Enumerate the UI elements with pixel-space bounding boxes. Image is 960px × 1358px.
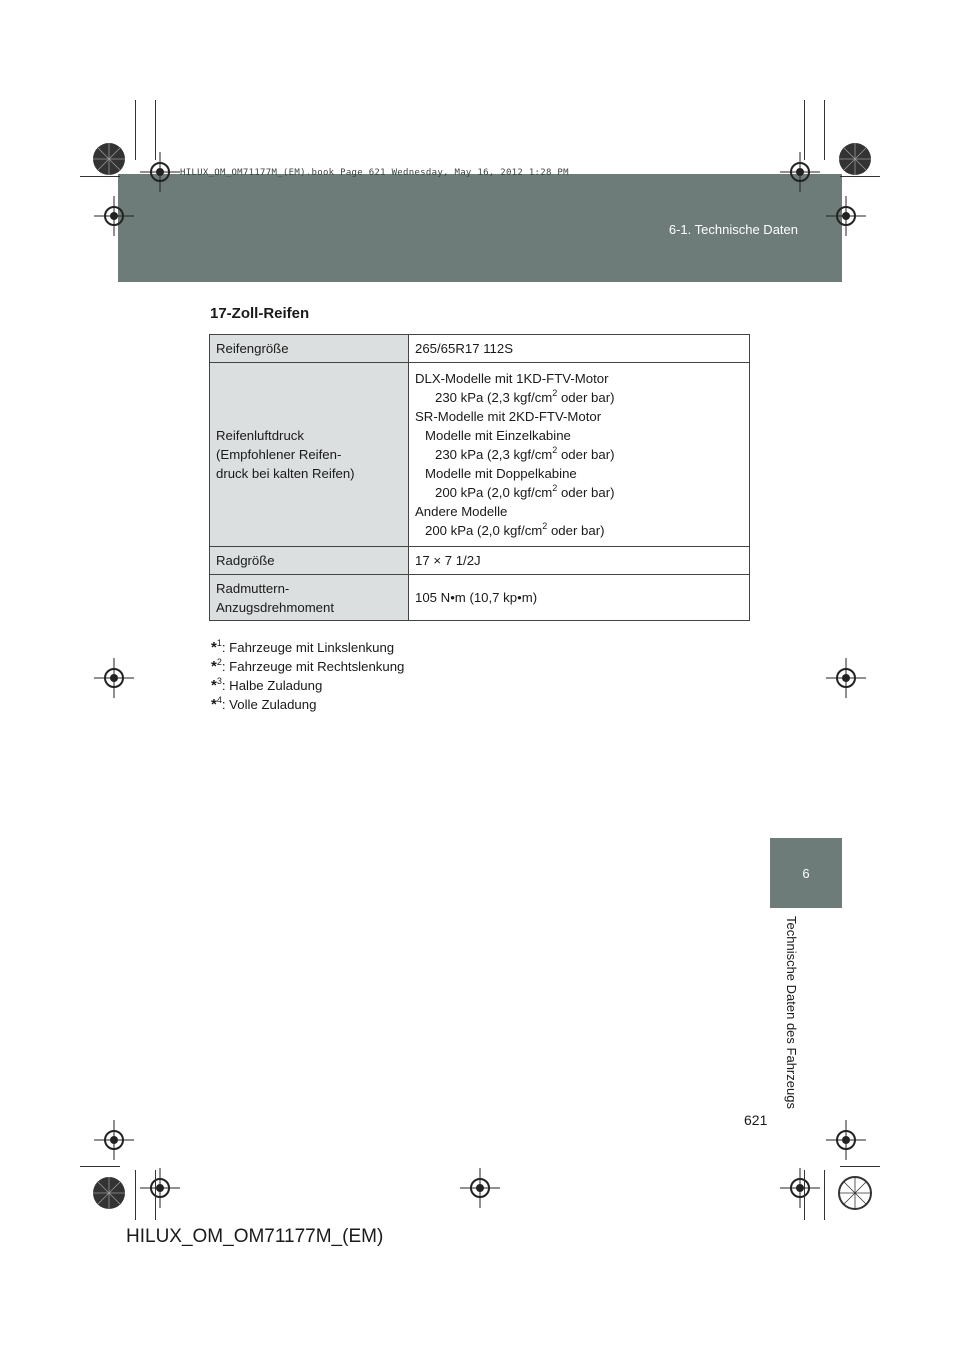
footnote-text: : Halbe Zuladung bbox=[221, 678, 323, 693]
double-cab: Modelle mit Doppelkabine bbox=[425, 466, 577, 481]
registration-mark-icon bbox=[94, 196, 134, 236]
crop-line bbox=[804, 100, 805, 160]
footnote-star: * bbox=[211, 639, 217, 656]
other-models: Andere Modelle bbox=[415, 504, 508, 519]
registration-mark-icon bbox=[140, 1168, 180, 1208]
tire-spec-table bbox=[209, 334, 750, 621]
dlx-pressure bbox=[415, 388, 743, 407]
table-row bbox=[210, 547, 750, 575]
chapter-tab: 6 bbox=[770, 838, 842, 908]
torque-value: 105 N•m (10,7 kp•m) bbox=[409, 575, 750, 621]
other-pressure bbox=[415, 521, 743, 540]
tire-size-value: 265/65R17 112S bbox=[409, 335, 750, 363]
registration-mark-icon bbox=[826, 196, 866, 236]
footnote-star: * bbox=[211, 696, 217, 713]
tire-pressure-value bbox=[409, 363, 750, 547]
tire-pressure-label bbox=[210, 363, 409, 547]
double-cab-pressure bbox=[415, 483, 743, 502]
registration-mark-icon bbox=[140, 152, 180, 192]
wheel-size-label: Radgröße bbox=[210, 547, 409, 575]
footnote-text: : Fahrzeuge mit Rechtslenkung bbox=[221, 659, 405, 674]
superscript: 2 bbox=[552, 482, 558, 493]
superscript: 2 bbox=[552, 444, 558, 455]
footnote-number: 3 bbox=[216, 675, 222, 686]
footnote-number: 1 bbox=[216, 637, 222, 648]
dlx-models: DLX-Modelle mit 1KD-FTV-Motor bbox=[415, 371, 609, 386]
footnote-number: 4 bbox=[216, 694, 222, 705]
crop-line bbox=[155, 1170, 156, 1220]
registration-mark-icon bbox=[826, 1120, 866, 1160]
crop-line bbox=[804, 1170, 805, 1220]
corner-target-icon bbox=[838, 1176, 872, 1210]
tire-pressure-label-line: (Empfohlener Reifen- bbox=[216, 447, 342, 462]
table-row bbox=[210, 575, 750, 621]
crop-line bbox=[840, 1166, 880, 1167]
header-band bbox=[118, 174, 842, 282]
table-row bbox=[210, 363, 750, 547]
registration-mark-icon bbox=[94, 1120, 134, 1160]
document-id: HILUX_OM_OM71177M_(EM) bbox=[126, 1226, 384, 1247]
corner-target-icon bbox=[92, 1176, 126, 1210]
registration-mark-icon bbox=[826, 658, 866, 698]
footnote bbox=[211, 657, 404, 676]
registration-mark-icon bbox=[780, 1168, 820, 1208]
footnote bbox=[211, 676, 404, 695]
pressure-value: 200 kPa (2,0 kgf/cm bbox=[435, 485, 553, 500]
superscript: 2 bbox=[542, 520, 548, 531]
sr-models: SR-Modelle mit 2KD-FTV-Motor bbox=[415, 409, 602, 424]
single-cab-pressure bbox=[415, 445, 743, 464]
crop-line bbox=[80, 176, 120, 177]
crop-line bbox=[824, 100, 825, 160]
footnotes bbox=[211, 638, 404, 714]
chapter-label bbox=[784, 916, 802, 1136]
section-breadcrumb: 6-1. Technische Daten bbox=[668, 222, 798, 237]
torque-label-line: Anzugsdrehmoment bbox=[216, 599, 335, 615]
print-stamp: HILUX_OM_OM71177M_(EM).book Page 621 Wednesday, May 16, 2012 1:28 PM bbox=[180, 168, 569, 178]
superscript: 2 bbox=[552, 387, 558, 398]
crop-line bbox=[155, 100, 156, 160]
footnote-number: 2 bbox=[216, 656, 222, 667]
pressure-value: 230 kPa (2,3 kgf/cm bbox=[435, 447, 553, 462]
crop-line bbox=[135, 1170, 136, 1220]
pressure-unit: oder bar) bbox=[557, 485, 615, 500]
crop-line bbox=[80, 1166, 120, 1167]
pressure-unit: oder bar) bbox=[557, 390, 615, 405]
corner-target-icon bbox=[92, 142, 126, 176]
tire-pressure-label-line: druck bei kalten Reifen) bbox=[216, 466, 355, 481]
crop-line bbox=[135, 100, 136, 160]
torque-label-line: Radmuttern- bbox=[216, 580, 290, 596]
single-cab: Modelle mit Einzelkabine bbox=[425, 428, 571, 443]
registration-mark-icon bbox=[780, 152, 820, 192]
registration-mark-icon bbox=[460, 1168, 500, 1208]
table-row bbox=[210, 335, 750, 363]
corner-target-icon bbox=[838, 142, 872, 176]
footnote-star: * bbox=[211, 677, 217, 694]
pressure-unit: oder bar) bbox=[547, 523, 605, 538]
pressure-value: 230 kPa (2,3 kgf/cm bbox=[435, 390, 553, 405]
pressure-unit: oder bar) bbox=[557, 447, 615, 462]
torque-label bbox=[210, 575, 409, 621]
page-number: 621 bbox=[744, 1112, 768, 1128]
crop-line bbox=[840, 176, 880, 177]
registration-mark-icon bbox=[94, 658, 134, 698]
footnote bbox=[211, 695, 404, 714]
wheel-size-value: 17 × 7 1/2J bbox=[409, 547, 750, 575]
crop-line bbox=[824, 1170, 825, 1220]
chapter-label-text: Technische Daten des Fahrzeugs bbox=[784, 916, 799, 1109]
footnote-text: : Fahrzeuge mit Linkslenkung bbox=[221, 640, 395, 655]
pressure-value: 200 kPa (2,0 kgf/cm bbox=[425, 523, 543, 538]
footnote bbox=[211, 638, 404, 657]
footnote-text: : Volle Zuladung bbox=[221, 697, 317, 712]
tire-size-label: Reifengröße bbox=[210, 335, 409, 363]
tire-pressure-label-line: Reifenluftdruck bbox=[216, 428, 304, 443]
footnote-star: * bbox=[211, 658, 217, 675]
section-title: 17-Zoll-Reifen bbox=[210, 305, 310, 322]
